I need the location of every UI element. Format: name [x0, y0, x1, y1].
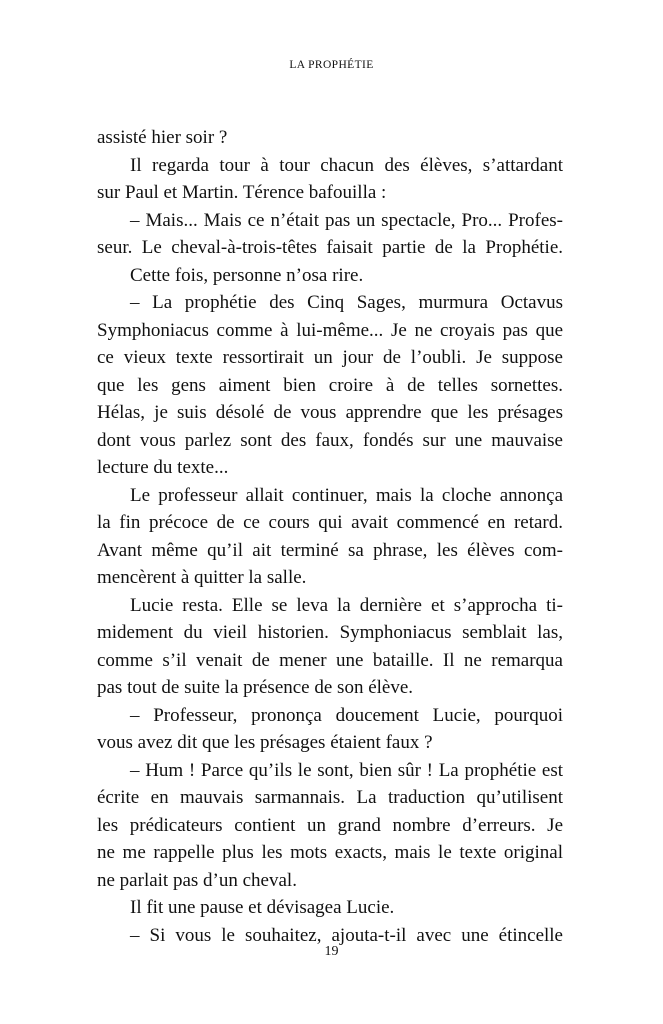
page-number: 19 [324, 944, 339, 959]
body-text [97, 124, 563, 949]
running-head: LA PROPHÉTIE [289, 59, 374, 71]
text-line: ce vieux texte ressortirait un jour de l’oubli. Je suppose [97, 347, 563, 368]
text-line: Le professeur allait continuer, mais la cloche annonça [130, 484, 563, 506]
text-line: ne me rappelle plus les mots exacts, mais le texte original [97, 842, 563, 863]
text-line: Hélas, je suis désolé de vous apprendre que les présages [97, 402, 563, 423]
text-line: Cette fois, personne n’osa rire. [130, 264, 364, 286]
text-line: Il fit une pause et dévisagea Lucie. [130, 897, 395, 918]
text-line: Avant même qu’il ait terminé sa phrase, les élèves com- [97, 539, 563, 561]
text-line: seur. Le cheval-à-trois-têtes faisait partie de la Prophétie. [97, 237, 563, 258]
text-line: dont vous parlez sont des faux, fondés sur une mauvaise [97, 429, 563, 451]
text-line: que les gens aiment bien croire à de telles sornettes. [97, 374, 563, 396]
text-line: assisté hier soir ? [97, 127, 228, 148]
text-line: midement du vieil historien. Symphoniacus semblait las, [97, 622, 563, 643]
text-line: – Mais... Mais ce n’était pas un spectacle, Pro... Profes- [130, 209, 563, 231]
text-line: – Professeur, prononça doucement Lucie, pourquoi [130, 704, 563, 726]
text-line: – Hum ! Parce qu’ils le sont, bien sûr ! La prophétie est [130, 759, 563, 781]
text-line: vous avez dit que les présages étaient faux ? [97, 732, 433, 753]
text-line: ne parlait pas d’un cheval. [97, 869, 297, 891]
text-line: comme s’il venait de mener une bataille. Il ne remarqua [97, 649, 563, 671]
text-line: lecture du texte... [97, 457, 229, 478]
text-line: Il regarda tour à tour chacun des élèves, s’attardant [130, 154, 563, 176]
text-line: écrite en mauvais sarmannais. La traduction qu’utilisent [97, 787, 563, 808]
text-line: Symphoniacus comme à lui-même... Je ne croyais pas que [97, 319, 563, 341]
text-line: mencèrent à quitter la salle. [97, 567, 307, 588]
text-line: la fin précoce de ce cours qui avait commencé en retard. [97, 512, 563, 533]
text-line: pas tout de suite la présence de son élève. [97, 677, 414, 698]
text-line: Lucie resta. Elle se leva la dernière et s’approcha ti- [130, 594, 563, 616]
text-line: sur Paul et Martin. Térence bafouilla : [97, 182, 387, 203]
text-line: les prédicateurs contient un grand nombre d’erreurs. Je [97, 814, 563, 836]
text-line: – La prophétie des Cinq Sages, murmura Octavus [130, 292, 563, 313]
text-line: – Si vous le souhaitez, ajouta-t-il avec une étincelle [130, 924, 563, 946]
